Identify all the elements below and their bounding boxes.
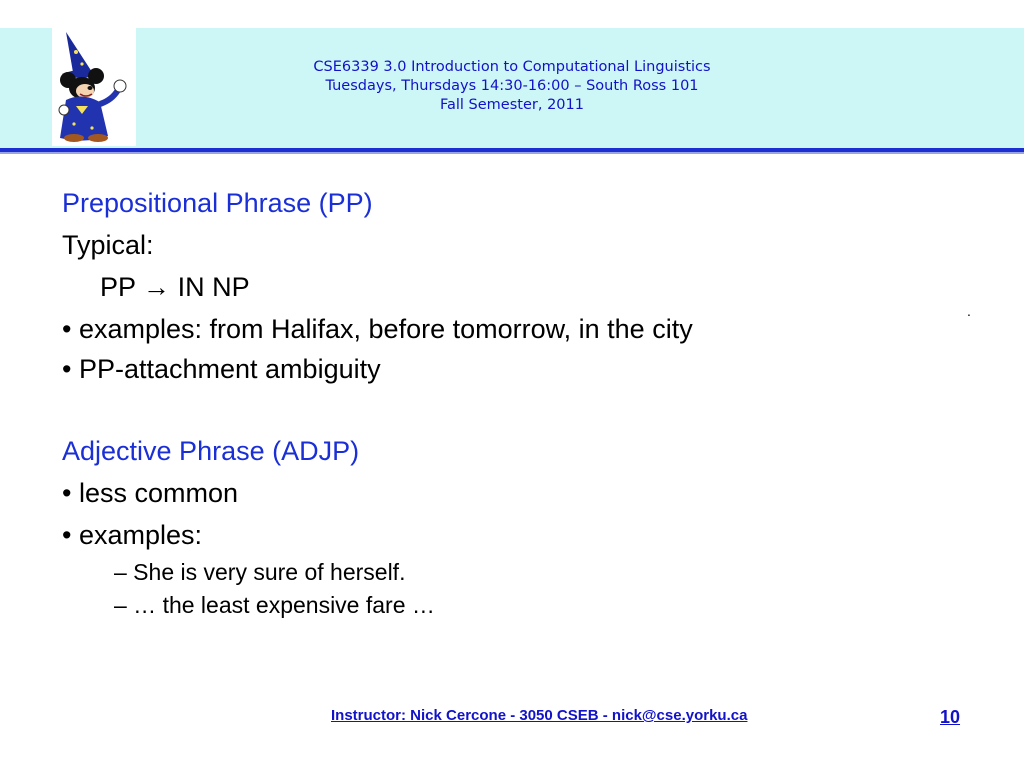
instructor-link[interactable]: Instructor: Nick Cercone - 3050 CSEB - nick@cse.yorku.ca	[331, 707, 748, 724]
header-divider-shadow	[0, 152, 1024, 154]
typical-label: Typical:	[62, 230, 154, 260]
course-term: Fall Semester, 2011	[440, 97, 584, 113]
adjp-examples-bullet: • examples:	[62, 520, 203, 550]
adjp-example-1: – She is very sure of herself.	[114, 559, 406, 585]
wizard-mouse-icon	[52, 28, 136, 146]
adjp-heading: Adjective Phrase (ADJP)	[62, 436, 360, 466]
course-schedule: Tuesdays, Thursdays 14:30-16:00 – South Ross 101	[325, 78, 699, 94]
logo-illustration	[52, 28, 136, 146]
course-title: CSE6339 3.0 Introduction to Computational Linguistics	[313, 59, 711, 75]
rule-rhs: IN NP	[177, 272, 250, 302]
adjp-less-common-bullet: • less common	[62, 478, 239, 508]
grammar-rule	[100, 272, 250, 303]
rule-lhs: PP	[100, 272, 136, 302]
adjp-example-2: – … the least expensive fare …	[114, 592, 435, 618]
pp-ambiguity-bullet: • PP-attachment ambiguity	[62, 354, 381, 384]
page-number[interactable]: 10	[940, 707, 961, 727]
arrow-icon: →	[143, 272, 171, 302]
stray-mark: .	[967, 303, 971, 319]
pp-examples-bullet: • examples: from Halifax, before tomorrow, in the city	[62, 314, 693, 344]
pp-heading: Prepositional Phrase (PP)	[62, 188, 373, 218]
course-info	[140, 58, 884, 115]
